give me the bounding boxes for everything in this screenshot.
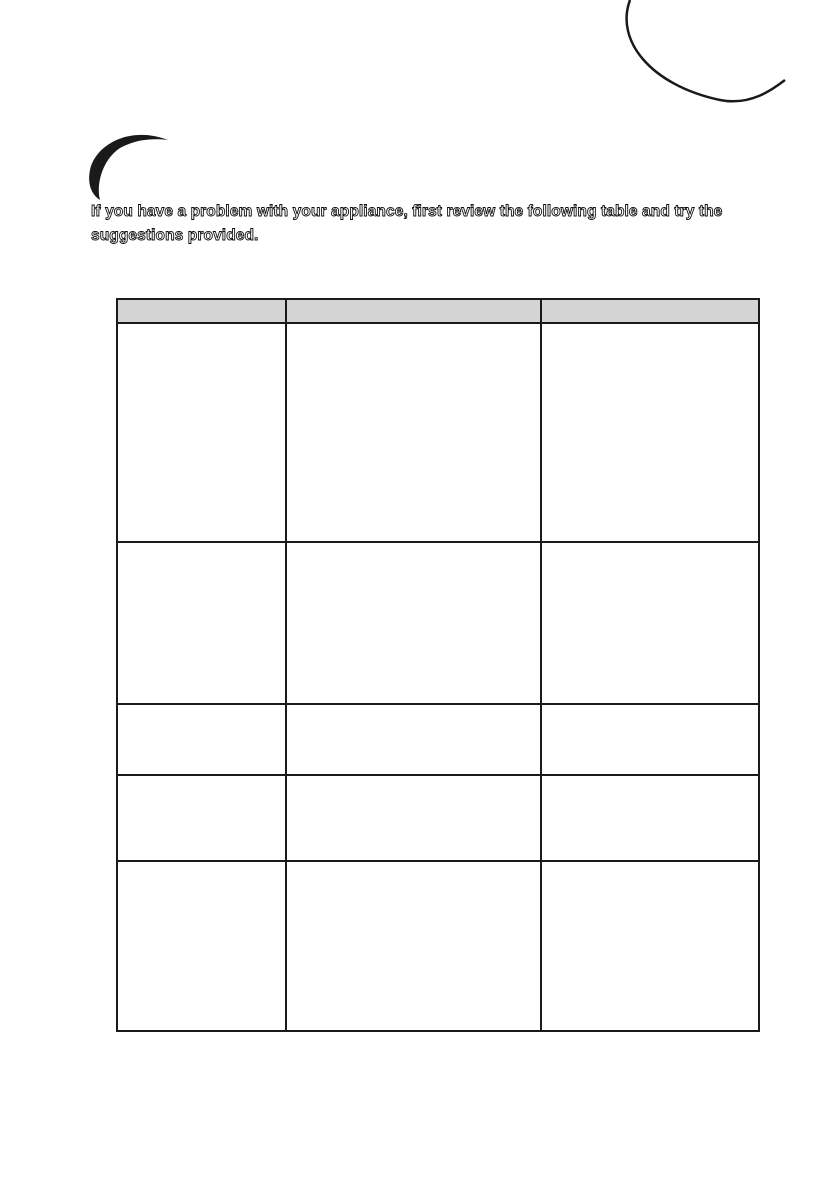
table-cell xyxy=(541,775,759,861)
header-cell-solution xyxy=(541,299,759,323)
table-cell xyxy=(286,542,541,704)
intro-line-2: suggestions provided. xyxy=(91,227,259,244)
table-row xyxy=(117,775,759,861)
intro-line-1: If you have a problem with your appliance, first review the following table and try the xyxy=(91,203,723,220)
table-row xyxy=(117,323,759,542)
table-row xyxy=(117,861,759,1031)
intro-text xyxy=(91,200,791,248)
table-cell xyxy=(541,861,759,1031)
header-cell-cause xyxy=(286,299,541,323)
troubleshooting-table xyxy=(116,298,760,1032)
header-cell-problem xyxy=(117,299,286,323)
table-cell xyxy=(286,861,541,1031)
table-cell xyxy=(117,861,286,1031)
table-cell xyxy=(541,704,759,775)
table-cell xyxy=(117,323,286,542)
table-header-row xyxy=(117,299,759,323)
table-row xyxy=(117,704,759,775)
table-row xyxy=(117,542,759,704)
table-cell xyxy=(541,542,759,704)
table-cell xyxy=(286,704,541,775)
table-cell xyxy=(117,775,286,861)
table-cell xyxy=(117,704,286,775)
table-cell xyxy=(286,775,541,861)
table-cell xyxy=(541,323,759,542)
table-cell xyxy=(286,323,541,542)
table-cell xyxy=(117,542,286,704)
decorative-section-arc xyxy=(0,0,200,210)
